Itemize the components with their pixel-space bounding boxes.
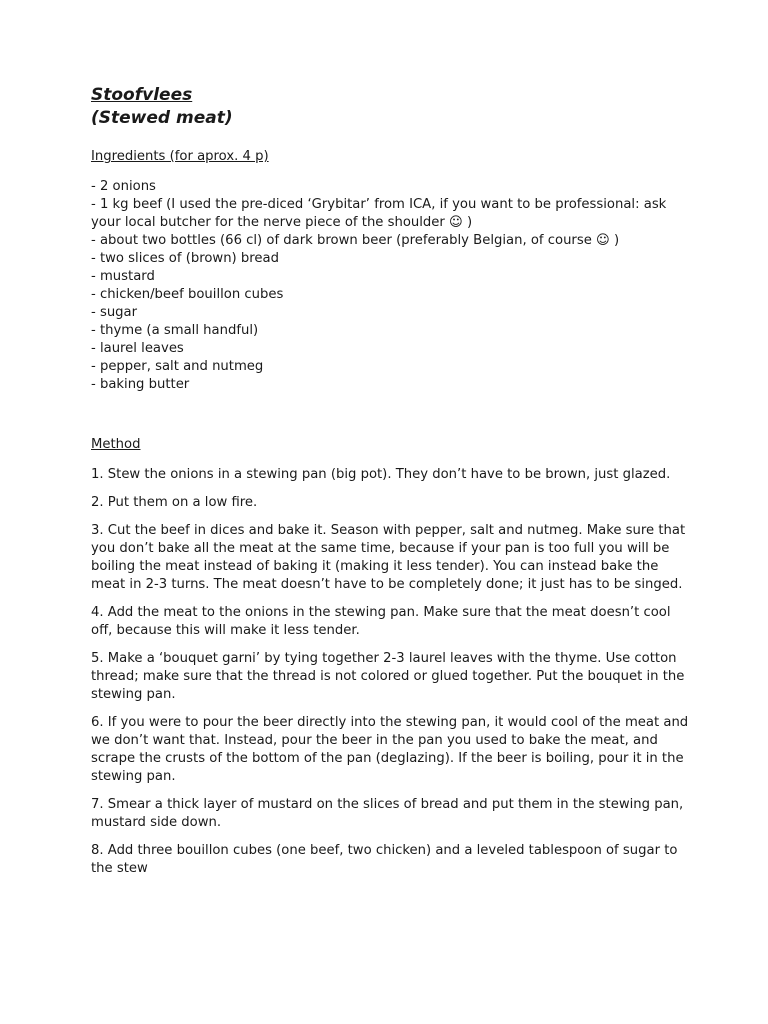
method-step: 4. Add the meat to the onions in the stewing pan. Make sure that the meat doesn’t cool off, because this will make it less tender. (91, 605, 671, 638)
ingredient-item: - about two bottles (66 cl) of dark brown beer (preferably Belgian, of course ☺ ) (91, 233, 620, 248)
recipe-content (91, 84, 691, 888)
ingredient-item: - sugar (91, 305, 138, 320)
ingredient-item: - two slices of (brown) bread (91, 251, 279, 266)
method-step: 7. Smear a thick layer of mustard on the slices of bread and put them in the stewing pan, mustard side down. (91, 797, 684, 830)
method-steps (91, 466, 691, 878)
method-step: 1. Stew the onions in a stewing pan (big pot). They don’t have to be brown, just glazed. (91, 467, 671, 482)
ingredient-item: - chicken/beef bouillon cubes (91, 287, 284, 302)
ingredients-list (91, 178, 691, 394)
recipe-subtitle: (Stewed meat) (91, 108, 233, 128)
ingredient-item: - laurel leaves (91, 341, 184, 356)
ingredient-item: - mustard (91, 269, 155, 284)
method-step: 2. Put them on a low fire. (91, 495, 258, 510)
ingredient-item: - pepper, salt and nutmeg (91, 359, 264, 374)
ingredient-item: - 2 onions (91, 179, 156, 194)
method-step: 6. If you were to pour the beer directly into the stewing pan, it would cool of the meat and we don’t want that. Instead, pour the beer in the pan you used to bake the meat, and scrape the crusts of the bottom of the pan (deglazing). If the beer is boiling, pour it in the stewing pan. (91, 715, 689, 784)
method-step: 3. Cut the beef in dices and bake it. Season with pepper, salt and nutmeg. Make sure that you don’t bake all the meat at the same time, because if your pan is too full you will be boiling the meat instead of baking it (making it less tender). You can instead bake the meat in 2-3 turns. The meat doesn’t have to be completely done; it just has to be singed. (91, 523, 686, 592)
ingredient-item: - baking butter (91, 377, 190, 392)
method-step: 5. Make a ‘bouquet garni’ by tying together 2-3 laurel leaves with the thyme. Use cotton thread; make sure that the thread is not colored or glued together. Put the bouquet in the stewing pan. (91, 651, 685, 702)
ingredient-item: - thyme (a small handful) (91, 323, 259, 338)
method-heading: Method (91, 437, 141, 452)
ingredients-heading: Ingredients (for aprox. 4 p) (91, 149, 269, 164)
ingredient-item: - 1 kg beef (I used the pre-diced ‘Grybitar’ from ICA, if you want to be professional: ask your local butcher for the nerve piece of the shoulder ☺ ) (91, 197, 667, 230)
recipe-title: Stoofvlees (91, 85, 193, 105)
method-step: 8. Add three bouillon cubes (one beef, two chicken) and a leveled tablespoon of sugar to the stew (91, 843, 678, 876)
